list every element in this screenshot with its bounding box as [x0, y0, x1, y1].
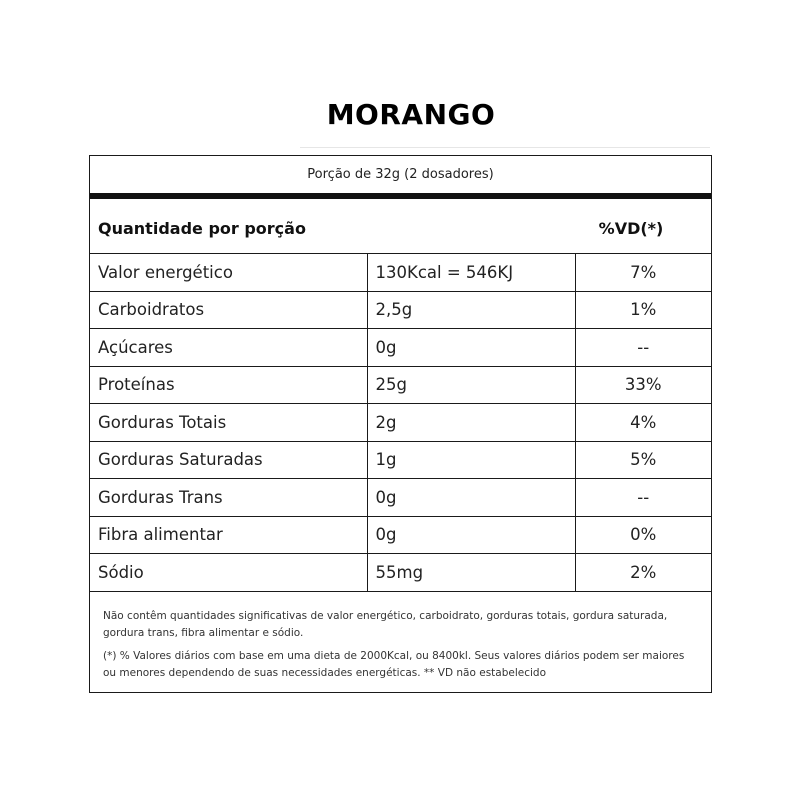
nutrient-daily-value: -- — [575, 329, 711, 367]
quantity-per-serving-label: Quantidade por porção — [98, 219, 306, 238]
serving-size: Porção de 32g (2 dosadores) — [307, 167, 494, 182]
table-row — [90, 516, 711, 554]
nutrient-name: Gorduras Saturadas — [90, 441, 367, 479]
nutrient-daily-value: 1% — [575, 291, 711, 329]
nutrient-amount: 130Kcal = 546KJ — [367, 254, 575, 292]
nutrient-name: Açúcares — [90, 329, 367, 367]
table-row — [90, 366, 711, 404]
table-row — [90, 291, 711, 329]
page-title: MORANGO — [326, 98, 496, 131]
nutrient-amount: 0g — [367, 516, 575, 554]
table-row — [90, 441, 711, 479]
footnotes — [103, 608, 693, 688]
nutrient-amount: 25g — [367, 366, 575, 404]
table-row — [90, 554, 711, 592]
nutrient-daily-value: 0% — [575, 516, 711, 554]
table-row — [90, 479, 711, 517]
nutrient-daily-value: 33% — [575, 366, 711, 404]
quantity-header — [90, 199, 711, 259]
daily-value-label: %VD(*) — [598, 219, 664, 238]
nutrient-amount: 2g — [367, 404, 575, 442]
nutrient-name: Carboidratos — [90, 291, 367, 329]
table-row — [90, 404, 711, 442]
nutrient-name: Proteínas — [90, 366, 367, 404]
nutrient-amount: 0g — [367, 329, 575, 367]
nutrient-amount: 0g — [367, 479, 575, 517]
nutrient-amount: 2,5g — [367, 291, 575, 329]
nutrient-name: Sódio — [90, 554, 367, 592]
nutrient-name: Gorduras Trans — [90, 479, 367, 517]
footnote-daily-values: (*) % Valores diários com base em uma dieta de 2000Kcal, ou 8400kl. Seus valores diários podem ser maiores ou menores dependendo de suas necessidades energéticas. ** VD não estabelecido — [103, 650, 685, 679]
nutrient-daily-value: 4% — [575, 404, 711, 442]
table-row — [90, 254, 711, 292]
nutrient-name: Valor energético — [90, 254, 367, 292]
nutrient-daily-value: 2% — [575, 554, 711, 592]
title-divider — [300, 147, 710, 148]
nutrition-facts-panel — [89, 155, 712, 693]
nutrient-daily-value: 7% — [575, 254, 711, 292]
table-row — [90, 329, 711, 367]
nutrient-daily-value: -- — [575, 479, 711, 517]
footnote-significance: Não contêm quantidades significativas de valor energético, carboidrato, gorduras totais, gordura saturada, gordura trans, fibra alimentar e sódio. — [103, 610, 668, 639]
nutrient-name: Gorduras Totais — [90, 404, 367, 442]
nutrient-amount: 55mg — [367, 554, 575, 592]
nutrient-daily-value: 5% — [575, 441, 711, 479]
nutrient-name: Fibra alimentar — [90, 516, 367, 554]
nutrition-table — [90, 253, 711, 592]
nutrient-amount: 1g — [367, 441, 575, 479]
